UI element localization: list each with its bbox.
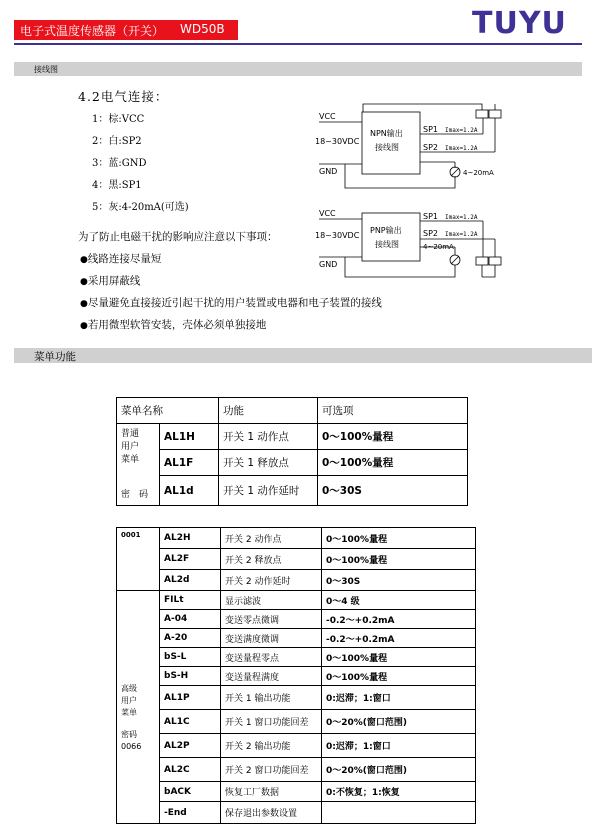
pin-1: 1：棕:VCC bbox=[92, 114, 145, 125]
table-row bbox=[117, 570, 476, 591]
table-row bbox=[117, 610, 476, 629]
pnp-sp1-label: SP1 bbox=[423, 212, 438, 221]
pnp-supply-label: 18~30VDC bbox=[315, 231, 360, 240]
npn-load-1 bbox=[476, 110, 488, 118]
npn-imax1-label: Imax=1.2A bbox=[445, 127, 478, 134]
group1-password-label: 0001 bbox=[117, 528, 160, 591]
header-function: 功能 bbox=[219, 398, 318, 424]
section-label-menu: 菜单功能 bbox=[34, 351, 76, 363]
pnp-box bbox=[362, 213, 420, 261]
param-options: 0～100%量程 bbox=[318, 424, 468, 450]
table-row bbox=[117, 734, 476, 758]
param-code: AL1C bbox=[160, 710, 221, 734]
section-label-wiring: 接线图 bbox=[34, 65, 58, 74]
param-function: 恢复工厂数据 bbox=[221, 782, 322, 802]
param-function: 开关 1 释放点 bbox=[219, 450, 318, 476]
table-row bbox=[117, 802, 476, 824]
pnp-load-1 bbox=[476, 257, 488, 265]
param-function: 开关 1 动作延时 bbox=[219, 476, 318, 506]
section-bar-wiring bbox=[14, 62, 582, 76]
emi-note: 为了防止电磁干扰的影响应注意以下事项： bbox=[78, 231, 278, 243]
pin-2: 2：白:SP2 bbox=[92, 136, 142, 147]
npn-box-label-1: NPN输出 bbox=[370, 129, 403, 138]
param-options: 0～100%量程 bbox=[322, 549, 476, 570]
pnp-sp2-label: SP2 bbox=[423, 229, 438, 238]
pnp-box-label-1: PNP输出 bbox=[370, 226, 402, 235]
npn-gnd-label: GND bbox=[319, 167, 338, 176]
pnp-analog-label: 4~20mA bbox=[423, 243, 454, 251]
table-row bbox=[117, 686, 476, 710]
pnp-box-label-2: 接线图 bbox=[375, 240, 399, 249]
brand-logo: TUYU bbox=[472, 6, 567, 41]
table-row bbox=[117, 667, 476, 686]
bullet-item bbox=[80, 295, 382, 310]
header-options: 可选项 bbox=[318, 398, 468, 424]
npn-imax2-label: Imax=1.2A bbox=[445, 145, 478, 152]
param-options: 0～30S bbox=[318, 476, 468, 506]
pnp-gnd-label: GND bbox=[319, 260, 338, 269]
param-code: AL2F bbox=[160, 549, 221, 570]
bullet-item bbox=[80, 251, 161, 266]
basic-user-menu-label bbox=[117, 424, 160, 506]
advanced-user-menu-label bbox=[117, 591, 160, 824]
param-options: 0～20%(窗口范围) bbox=[322, 758, 476, 782]
table-header-row bbox=[117, 398, 468, 424]
param-function: 开关 2 窗口功能回差 bbox=[221, 758, 322, 782]
param-options: -0.2～+0.2mA bbox=[322, 610, 476, 629]
param-function: 开关 1 动作点 bbox=[219, 424, 318, 450]
param-options: 0～4 级 bbox=[322, 591, 476, 610]
left-label-line: 密 码 bbox=[121, 490, 149, 500]
param-code: FILt bbox=[160, 591, 221, 610]
table-row bbox=[117, 782, 476, 802]
param-function: 开关 2 动作点 bbox=[221, 528, 322, 549]
param-code: AL2P bbox=[160, 734, 221, 758]
npn-load-2 bbox=[489, 110, 501, 118]
table-row bbox=[117, 450, 468, 476]
left-label-line: 0066 bbox=[121, 742, 142, 751]
npn-vcc-label: VCC bbox=[319, 112, 336, 121]
section-heading: 4.2电气连接： bbox=[78, 89, 169, 104]
param-code: bACK bbox=[160, 782, 221, 802]
param-function: 开关 1 窗口功能回差 bbox=[221, 710, 322, 734]
doc-title: 电子式温度传感器（开关） bbox=[20, 24, 165, 38]
param-options: 0:迟滞；1:窗口 bbox=[322, 734, 476, 758]
param-code: AL1H bbox=[160, 424, 219, 450]
title-bar bbox=[14, 20, 238, 40]
param-function: 变送满度微调 bbox=[221, 629, 322, 648]
table-row bbox=[117, 629, 476, 648]
param-options: 0～100%量程 bbox=[322, 648, 476, 667]
table-row bbox=[117, 591, 476, 610]
param-code: A-20 bbox=[160, 629, 221, 648]
advanced-menu-table bbox=[116, 527, 476, 824]
bullet-text: 采用屏蔽线 bbox=[87, 275, 141, 287]
param-options: 0～100%量程 bbox=[322, 528, 476, 549]
left-label-line: 高级 bbox=[121, 684, 137, 693]
npn-supply-label: 18~30VDC bbox=[315, 137, 360, 146]
param-code: AL1P bbox=[160, 686, 221, 710]
pnp-vcc-label: VCC bbox=[319, 209, 336, 218]
basic-menu-table bbox=[116, 397, 468, 506]
param-code: A-04 bbox=[160, 610, 221, 629]
param-function: 变送量程满度 bbox=[221, 667, 322, 686]
param-function: 显示滤波 bbox=[221, 591, 322, 610]
left-label-line: 菜单 bbox=[121, 455, 140, 465]
bullet-item bbox=[80, 317, 266, 332]
npn-sp1-label: SP1 bbox=[423, 125, 438, 134]
table-row bbox=[117, 549, 476, 570]
param-options: 0～30S bbox=[322, 570, 476, 591]
npn-box-label-2: 接线图 bbox=[375, 143, 399, 152]
table-row bbox=[117, 424, 468, 450]
param-code: AL2H bbox=[160, 528, 221, 549]
left-label-spacer bbox=[121, 719, 155, 729]
param-code: bS-L bbox=[160, 648, 221, 667]
param-function: 变送量程零点 bbox=[221, 648, 322, 667]
param-function: 开关 2 输出功能 bbox=[221, 734, 322, 758]
npn-sp2-label: SP2 bbox=[423, 143, 438, 152]
bullet-item bbox=[80, 273, 140, 288]
param-function: 开关 2 释放点 bbox=[221, 549, 322, 570]
pnp-load-2 bbox=[489, 257, 501, 265]
left-label-line: 用户 bbox=[121, 696, 137, 705]
left-label-line: 用户 bbox=[121, 442, 140, 452]
bullet-icon: ● bbox=[80, 321, 88, 331]
param-function: 保存退出参数设置 bbox=[221, 802, 322, 824]
left-label-line: 普通 bbox=[121, 429, 140, 439]
header-rule bbox=[14, 43, 582, 45]
bullet-text: 线路连接尽量短 bbox=[87, 253, 162, 265]
pin-3: 3：蓝:GND bbox=[92, 158, 147, 169]
bullet-icon: ● bbox=[80, 277, 88, 287]
npn-analog-label: 4~20mA bbox=[463, 169, 494, 177]
param-function: 开关 2 动作延时 bbox=[221, 570, 322, 591]
table-row bbox=[117, 528, 476, 549]
bullet-icon: ● bbox=[80, 299, 88, 309]
pnp-wiring-diagram bbox=[305, 205, 505, 285]
table-row bbox=[117, 648, 476, 667]
bullet-icon: ● bbox=[80, 255, 88, 265]
param-options: 0～100%量程 bbox=[322, 667, 476, 686]
left-label-line: 密码 bbox=[121, 730, 137, 739]
table-row bbox=[117, 710, 476, 734]
param-options: -0.2～+0.2mA bbox=[322, 629, 476, 648]
table-row bbox=[117, 476, 468, 506]
param-options: 0:迟滞；1:窗口 bbox=[322, 686, 476, 710]
param-options: 0～100%量程 bbox=[318, 450, 468, 476]
param-code: AL2d bbox=[160, 570, 221, 591]
param-code: AL1d bbox=[160, 476, 219, 506]
section-bar-menu bbox=[14, 348, 592, 363]
pnp-imax2-label: Imax=1.2A bbox=[445, 231, 478, 238]
param-code: AL1F bbox=[160, 450, 219, 476]
doc-model: WD50B bbox=[180, 22, 225, 36]
param-code: AL2C bbox=[160, 758, 221, 782]
header-menu-name: 菜单名称 bbox=[117, 398, 219, 424]
pin-4: 4：黑:SP1 bbox=[92, 180, 142, 191]
param-function: 变送零点微调 bbox=[221, 610, 322, 629]
pnp-imax1-label: Imax=1.2A bbox=[445, 214, 478, 221]
param-code: -End bbox=[160, 802, 221, 824]
bullet-text: 尽量避免直接接近引起干扰的用户装置或电器和电子装置的接线 bbox=[87, 297, 382, 309]
npn-wiring-diagram bbox=[305, 100, 505, 200]
param-options: 0:不恢复；1:恢复 bbox=[322, 782, 476, 802]
param-options bbox=[322, 802, 476, 824]
param-options: 0～20%(窗口范围) bbox=[322, 710, 476, 734]
bullet-text: 若用微型软管安装，壳体必须单独接地 bbox=[87, 319, 267, 331]
param-code: bS-H bbox=[160, 667, 221, 686]
left-label-line: 菜单 bbox=[121, 708, 137, 717]
table-row bbox=[117, 758, 476, 782]
param-function: 开关 1 输出功能 bbox=[221, 686, 322, 710]
pin-5: 5：灰:4-20mA(可选) bbox=[92, 202, 189, 213]
